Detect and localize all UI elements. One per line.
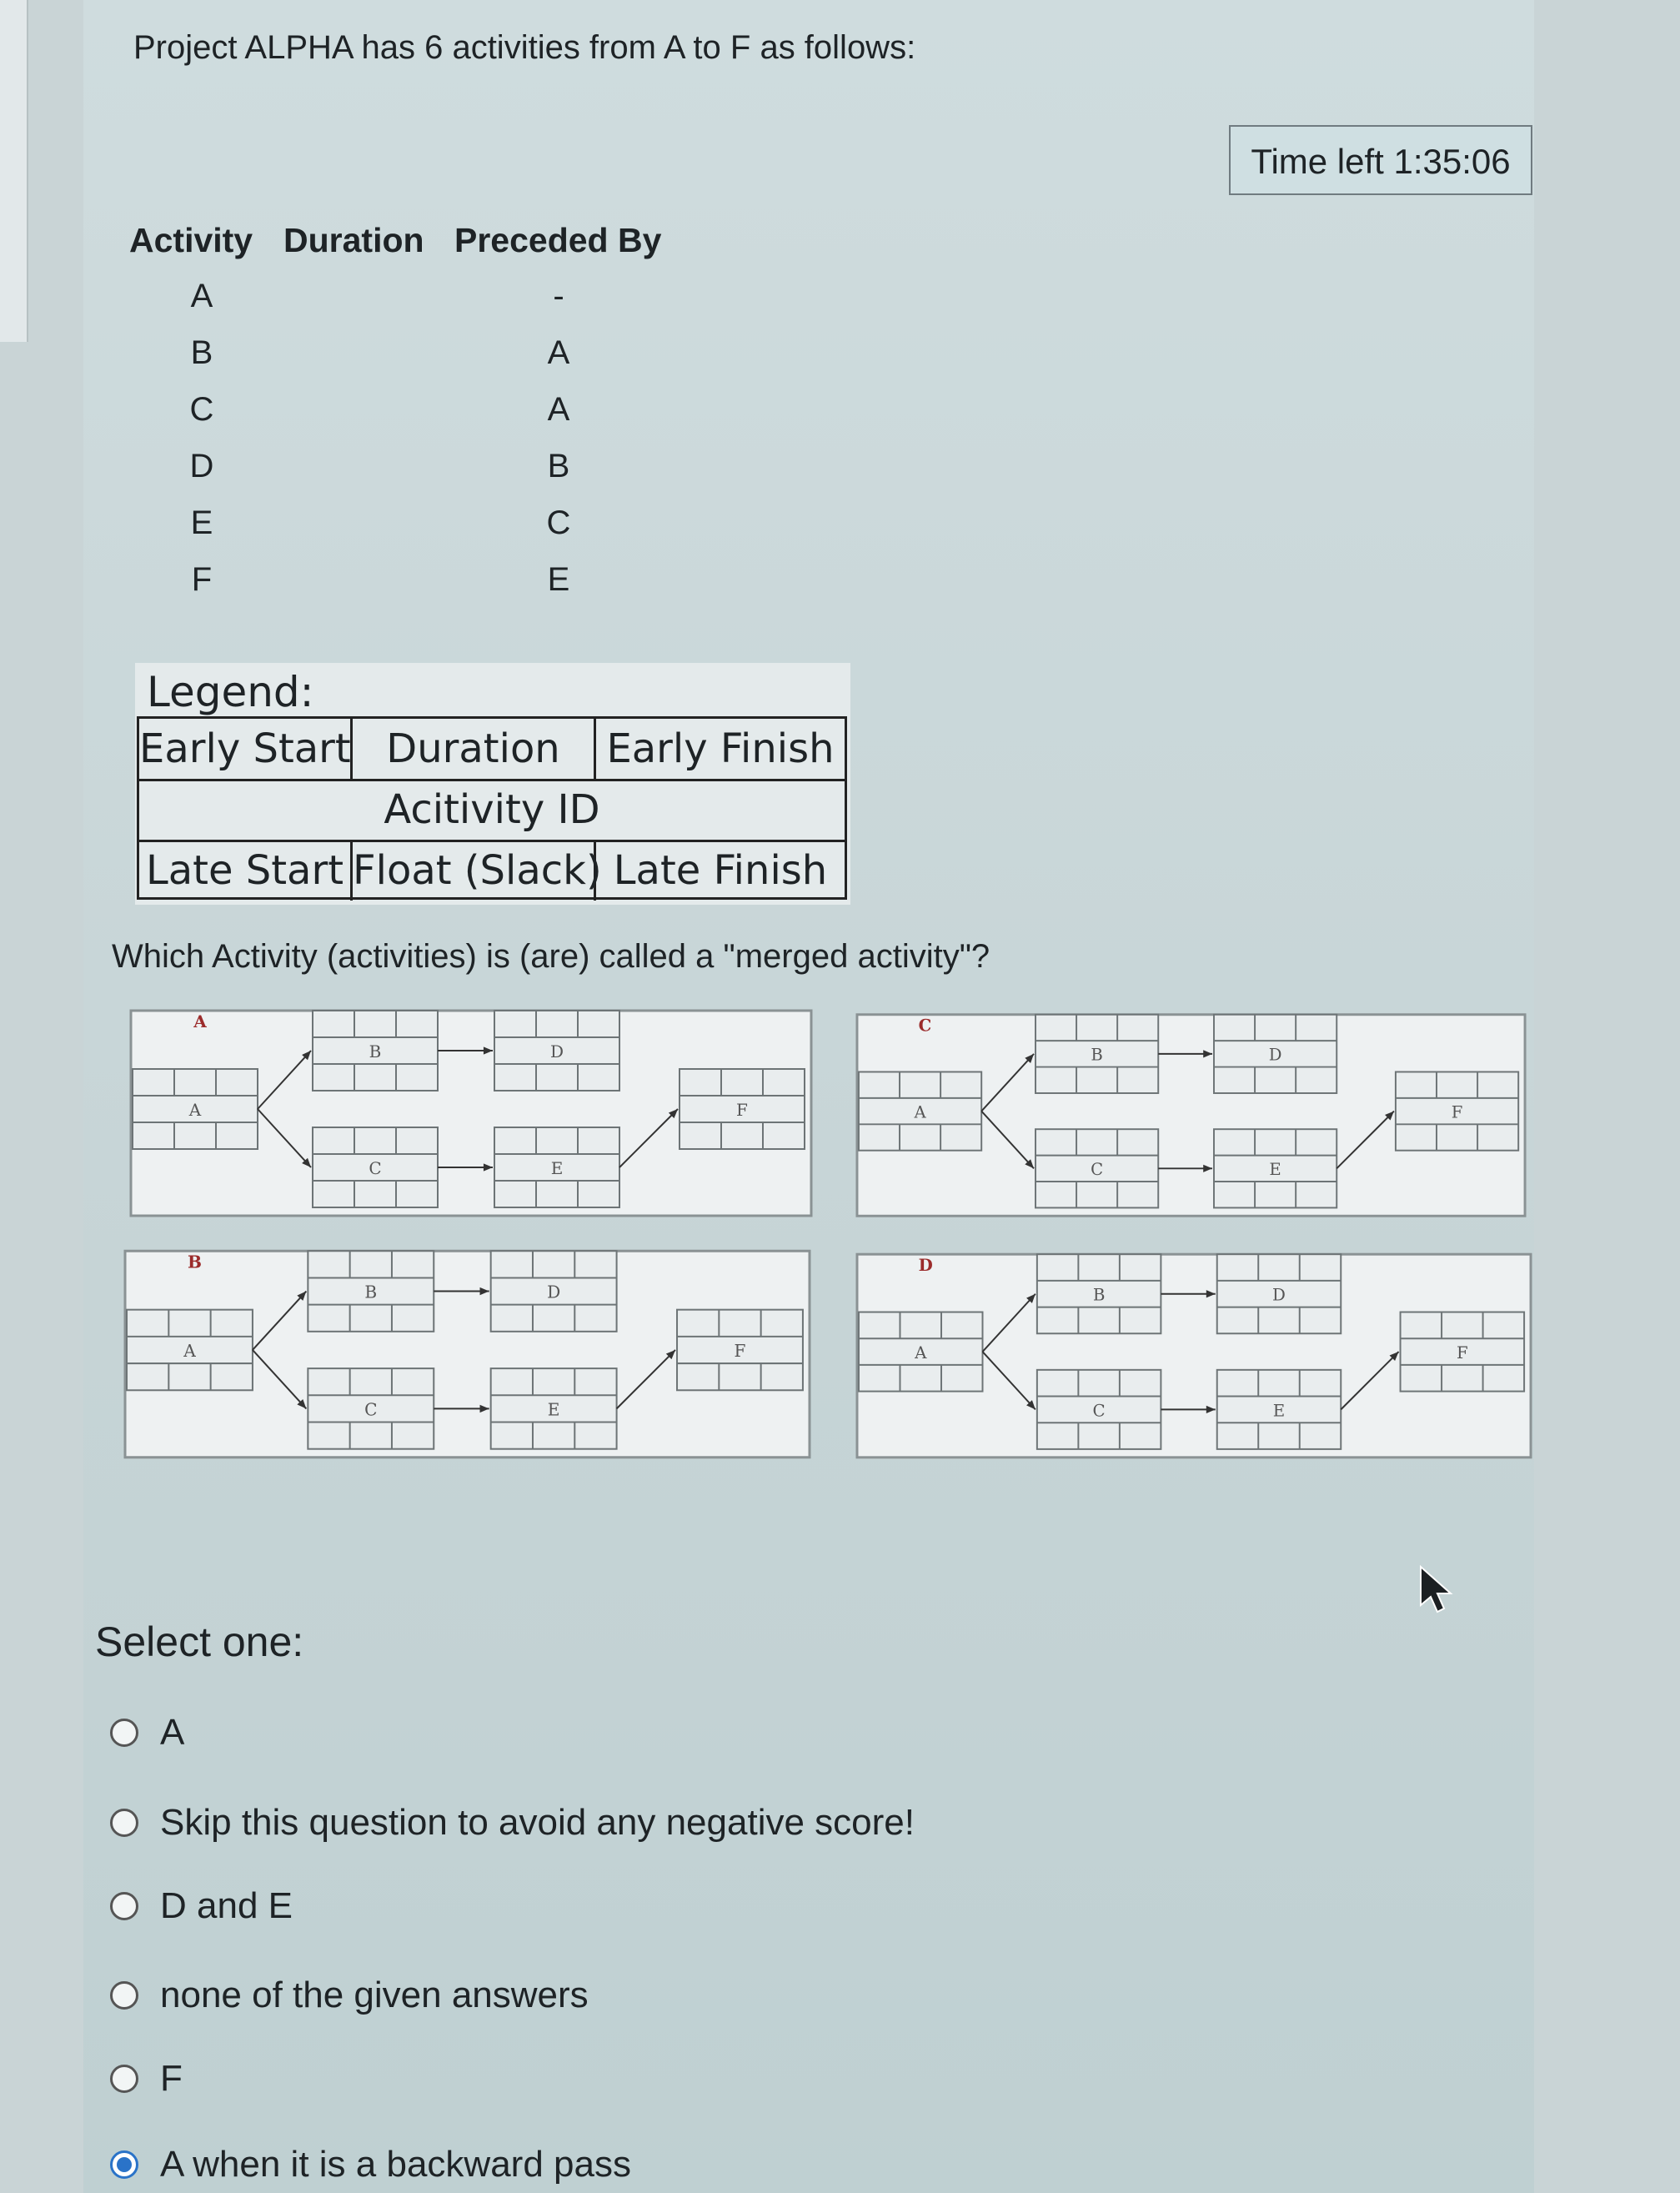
left-panel-edge [0, 0, 28, 342]
node-label-bot2: E [547, 1399, 560, 1420]
radio-button[interactable] [110, 2065, 138, 2093]
preceded-cell: B [547, 448, 570, 484]
node-label-bot2: E [1269, 1160, 1281, 1180]
option-label: D and E [160, 1885, 293, 1926]
node-label-top2: D [547, 1282, 561, 1302]
node-label-end: F [1451, 1102, 1463, 1122]
preceded-cell: A [547, 334, 570, 371]
node-label-top2: D [1272, 1285, 1286, 1305]
answer-option[interactable] [110, 2141, 631, 2188]
radio-button[interactable] [110, 1981, 138, 2010]
diagram-marker: D [918, 1255, 933, 1276]
legend-early-start: Early Start [139, 719, 353, 779]
node-label-start: A [915, 1342, 927, 1362]
node-label-bot1: C [1091, 1160, 1104, 1180]
legend-duration: Duration [353, 719, 596, 779]
node-label-bot2: E [1272, 1401, 1286, 1421]
preceded-cell: - [553, 278, 564, 314]
header-preceded-by: Preceded By [454, 221, 662, 259]
activity-cell: E [190, 504, 213, 541]
diagram-marker: A [193, 1011, 207, 1031]
radio-button-selected[interactable] [110, 2150, 138, 2179]
option-label: A [160, 1712, 185, 1753]
option-label: A when it is a backward pass [160, 2144, 631, 2185]
legend-early-finish: Early Finish [606, 725, 835, 772]
node-label-start: A [914, 1102, 926, 1122]
question-intro: Project ALPHA has 6 activities from A to F as follows: [133, 29, 916, 66]
network-diagram-4 [855, 1247, 1532, 1465]
legend-top-row [139, 719, 845, 781]
network-diagram-3 [123, 1247, 811, 1462]
node-label-end: F [734, 1341, 746, 1362]
question-prompt: Which Activity (activities) is (are) called a "merged activity"? [112, 938, 990, 975]
answer-option[interactable] [110, 1709, 184, 1756]
activity-cell: B [190, 334, 213, 371]
answer-option[interactable] [110, 1799, 915, 1846]
mouse-pointer-icon [1417, 1563, 1454, 1613]
legend-late-start: Late Start [139, 841, 353, 901]
legend-grid [137, 716, 847, 900]
option-label: F [160, 2058, 183, 2099]
legend-bottom-row [139, 841, 845, 901]
preceded-cell: A [547, 391, 570, 428]
node-label-end: F [736, 1100, 748, 1120]
network-diagram-2 [855, 1009, 1527, 1222]
node-label-top1: B [364, 1282, 378, 1302]
diagram-marker: C [918, 1016, 932, 1036]
option-label: none of the given answers [160, 1975, 589, 2015]
select-one-label: Select one: [95, 1618, 304, 1665]
answer-option[interactable] [110, 1972, 589, 2019]
header-duration: Duration [283, 221, 424, 259]
legend-float: Float (Slack) [353, 841, 596, 901]
legend-middle-row [139, 780, 845, 842]
node-label-start: A [183, 1341, 196, 1362]
legend-box [135, 663, 850, 905]
node-label-bot1: C [369, 1158, 382, 1178]
node-label-bot2: E [550, 1158, 564, 1178]
node-label-top2: D [1268, 1045, 1282, 1065]
option-label: Skip this question to avoid any negative score! [160, 1802, 915, 1843]
preceded-cell: C [546, 504, 571, 541]
header-activity: Activity [129, 221, 253, 259]
node-label-top1: B [1092, 1285, 1106, 1305]
network-diagram-1 [129, 1009, 813, 1217]
node-label-bot1: C [1092, 1401, 1106, 1421]
time-left-box: Time left 1:35:06 [1229, 125, 1532, 195]
node-label-end: F [1456, 1342, 1468, 1362]
answer-option[interactable] [110, 2055, 183, 2102]
activity-cell: F [191, 561, 213, 598]
node-label-top1: B [1091, 1045, 1103, 1065]
activity-cell: A [190, 278, 213, 314]
radio-button[interactable] [110, 1809, 138, 1837]
activity-cell: D [189, 448, 214, 484]
node-label-bot1: C [364, 1399, 378, 1420]
legend-title: Legend: [147, 668, 314, 716]
node-label-start: A [188, 1100, 202, 1120]
answer-option[interactable] [110, 1883, 293, 1930]
node-label-top1: B [369, 1041, 382, 1061]
legend-activity-id: Acitivity ID [384, 786, 600, 833]
node-label-top2: D [549, 1041, 564, 1061]
activity-cell: C [189, 391, 214, 428]
preceded-cell: E [547, 561, 570, 598]
radio-button[interactable] [110, 1719, 138, 1747]
legend-late-finish: Late Finish [613, 847, 828, 894]
radio-button[interactable] [110, 1892, 138, 1920]
diagram-marker: B [188, 1252, 203, 1272]
